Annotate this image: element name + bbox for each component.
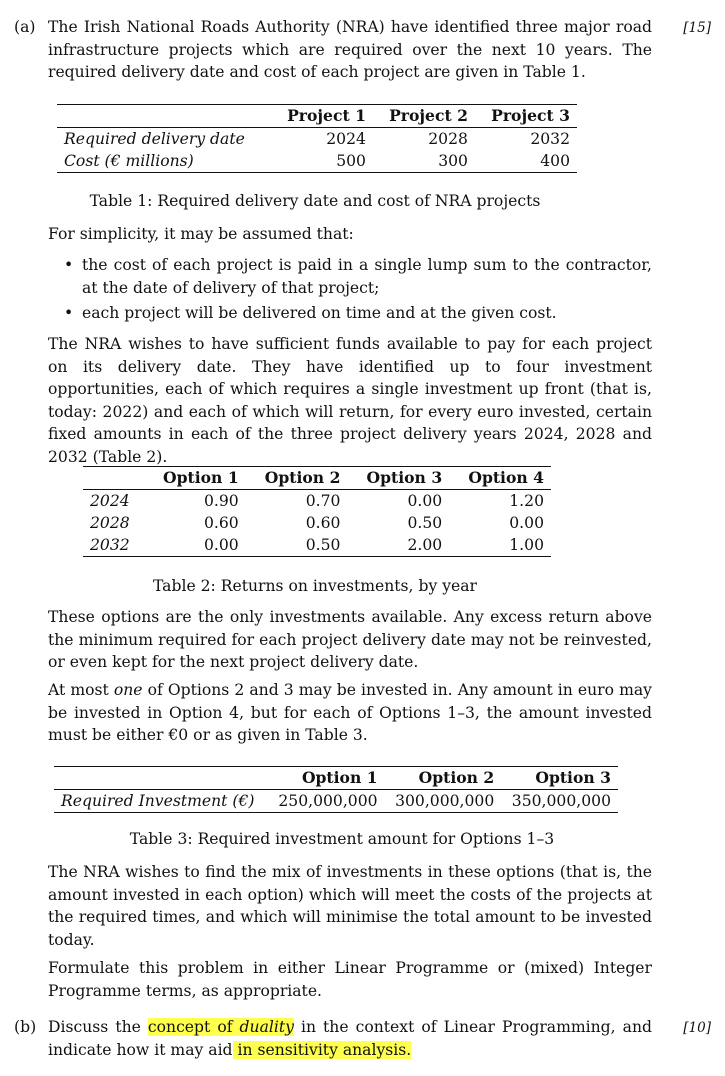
- table-2-cell: 0.00: [407, 492, 443, 510]
- list-item: [48, 254, 652, 299]
- part-b-text: in the context of Linear Programming, and indicate how it may aid: [48, 1018, 652, 1059]
- highlight-duality: [148, 1018, 294, 1036]
- table-2-caption: Table 2: Returns on investments, by year: [152, 577, 477, 595]
- table-3-header: [54, 767, 268, 790]
- mix-paragraph: The NRA wishes to find the mix of investments in these options (that is, the amount invested in each option) which will meet the costs of the projects at the required times, and which will minimise the total amount to be invested today.: [48, 863, 652, 949]
- part-b-label: (b): [14, 1018, 37, 1036]
- table-2-cell: 1.00: [509, 536, 544, 554]
- table-3-header: Option 2: [418, 768, 495, 787]
- table-3-header: Option 1: [301, 768, 378, 787]
- table-1-header: Project 2: [389, 106, 468, 125]
- table-2-header: Option 4: [468, 468, 544, 487]
- bullet-icon: •: [64, 256, 74, 274]
- table-1-row-label: Required delivery date: [64, 130, 245, 148]
- table-2-cell: 0.00: [509, 514, 544, 532]
- table-2-cell: 0.60: [203, 514, 239, 532]
- table-2-row-label: 2032: [90, 536, 130, 554]
- table-1-row-label: Cost (€ millions): [64, 152, 194, 170]
- table-2-row-label: 2028: [90, 514, 130, 532]
- funds-paragraph: The NRA wishes to have sufficient funds available to pay for each project on its delivery date. They have identified up to four investment opportunities, each of which requires a single investment up front (that is, today: 2022) and each of which will return, for every euro invested, certain fixed amounts in each of the three project delivery years 2024, 2028 and 2032 (Table 2).: [48, 335, 652, 466]
- table-2-header: Option 2: [264, 468, 341, 487]
- table-2-row-label: 2024: [90, 492, 130, 510]
- table-2-cell: 1.20: [509, 492, 544, 510]
- options-paragraph: These options are the only investments available. Any excess return above the minimum required for each project delivery date may not be reinvested, or even kept for the next project delivery date.: [48, 608, 652, 671]
- table-2-cell: 0.90: [203, 492, 239, 510]
- part-b-marks: [10]: [683, 1020, 711, 1036]
- table-3-cell: 350,000,000: [511, 792, 611, 810]
- table-1-cell: 2024: [326, 130, 366, 148]
- table-row: [83, 534, 551, 557]
- table-1-cell: 500: [336, 152, 366, 170]
- list-item-text: the cost of each project is paid in a single lump sum to the contractor, at the date of delivery of that project;: [82, 256, 652, 297]
- table-3-row-label: Required Investment (€): [61, 792, 255, 810]
- bullet-icon: •: [64, 304, 74, 322]
- list-item-text: each project will be delivered on time and at the given cost.: [82, 304, 557, 322]
- table-3-cell: 250,000,000: [278, 792, 378, 810]
- table-row: [54, 790, 618, 813]
- at-most-text: of Options 2 and 3 may be invested in. Any amount in euro may be invested in Option 4, but for each of Options 1–3, the amount invested must be either €0 or as given in Table 3.: [48, 681, 652, 744]
- table-2-cell: 0.00: [203, 536, 239, 554]
- table-2-cell: 0.50: [407, 514, 443, 532]
- table-1-cell: 300: [438, 152, 468, 170]
- formulate-paragraph: Formulate this problem in either Linear Programme or (mixed) Integer Programme terms, as appropriate.: [48, 959, 652, 1000]
- table-1-cell: 400: [540, 152, 570, 170]
- table-1-header: [57, 105, 271, 128]
- table-1-header: Project 3: [491, 106, 570, 125]
- table-1-caption: Table 1: Required delivery date and cost of NRA projects: [89, 192, 541, 210]
- table-2-header: [83, 467, 144, 490]
- part-b-question: [48, 1016, 652, 1061]
- table-1-cell: 2032: [530, 130, 570, 148]
- assumption-intro: For simplicity, it may be assumed that:: [48, 225, 354, 243]
- table-2-cell: 0.50: [305, 536, 341, 554]
- assumption-list: [48, 254, 652, 325]
- table-row: [57, 128, 577, 151]
- table-2-cell: 2.00: [407, 536, 443, 554]
- table-2-cell: 0.70: [305, 492, 341, 510]
- table-row: [57, 150, 577, 173]
- table-3-caption: Table 3: Required investment amount for Options 1–3: [129, 830, 555, 848]
- table-2-header: Option 3: [366, 468, 443, 487]
- highlight-sensitivity: in sensitivity analysis.: [232, 1040, 412, 1059]
- list-item: [48, 302, 652, 325]
- part-a-label: (a): [14, 18, 36, 36]
- part-b-text: Discuss the: [48, 1018, 148, 1036]
- table-1-header: Project 1: [287, 106, 366, 125]
- table-row: [83, 490, 551, 513]
- part-a-marks: [15]: [683, 20, 711, 36]
- table-3: [54, 766, 618, 813]
- highlight-emphasis: duality: [239, 1018, 294, 1036]
- table-row: [83, 512, 551, 534]
- part-a-intro: The Irish National Roads Authority (NRA) have identified three major road infrastructure projects which are required over the next 10 years. The required delivery date and cost of each project are given in Table 1.: [48, 18, 652, 81]
- highlight-text: concept of: [147, 1018, 240, 1036]
- at-most-paragraph: [48, 679, 652, 747]
- table-2: [83, 466, 551, 557]
- at-most-text: At most: [48, 681, 114, 699]
- table-2-header: Option 1: [163, 468, 239, 487]
- table-1-cell: 2028: [428, 130, 468, 148]
- table-1: [57, 104, 577, 173]
- at-most-emphasis: one: [113, 681, 143, 699]
- table-3-cell: 300,000,000: [395, 792, 495, 810]
- table-2-cell: 0.60: [305, 514, 341, 532]
- table-3-header: Option 3: [535, 768, 611, 787]
